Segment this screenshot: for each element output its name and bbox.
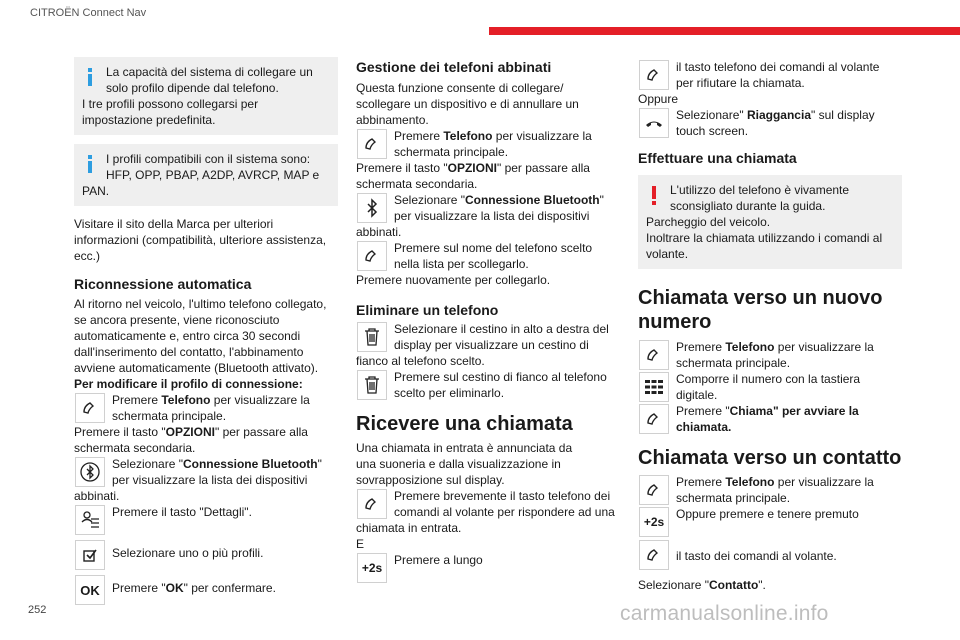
paragraph: Selezionare "Contatto".	[638, 578, 766, 592]
section-heading: Gestione dei telefoni abbinati	[356, 59, 552, 75]
step-trash-delete: Premere sul cestino di fianco al telefono scelto per eliminarlo.	[356, 369, 618, 401]
bluetooth-icon	[357, 193, 387, 223]
paragraph: abbinati.	[74, 489, 120, 503]
paragraph: dall'inserimento del contatto, l'abbinamento	[74, 345, 304, 359]
note-text: volante.	[646, 247, 689, 261]
paragraph: abbinati.	[356, 225, 402, 239]
paragraph: fianco al telefono scelto.	[356, 354, 485, 368]
checkbox-icon	[75, 540, 105, 570]
note-text: sconsigliato durante la guida.	[670, 199, 826, 213]
phone-handset-icon	[639, 404, 669, 434]
step-answer: Premere brevemente il tasto telefono dei comandi al volante per rispondere ad una	[356, 488, 618, 520]
paragraph: avviene automaticamente (Bluetooth attivato).	[74, 361, 319, 375]
step-reject: il tasto telefono dei comandi al volante per rifiutare la chiamata.	[638, 59, 902, 91]
paragraph: schermata secondaria.	[74, 441, 196, 455]
note-text: L'utilizzo del telefono è vivamente	[670, 183, 850, 197]
warning-note	[638, 175, 902, 269]
paragraph: abbinamento.	[356, 113, 429, 127]
step-long-press: +2s Oppure premere e tenere premuto	[638, 506, 902, 538]
note-text: HFP, OPP, PBAP, A2DP, AVRCP, MAP e	[106, 168, 320, 182]
note-text: La capacità del sistema di collegare un	[106, 65, 313, 79]
note-text: Inoltrare la chiamata utilizzando i comandi al	[646, 231, 883, 245]
note-text: impostazione predefinita.	[82, 113, 216, 127]
trash-icon	[357, 322, 387, 352]
phone-handset-icon	[639, 475, 669, 505]
paragraph: una suoneria e dalla visualizzazione in	[356, 457, 561, 471]
paragraph: sovrapposizione sul display.	[356, 473, 505, 487]
details-list-icon	[75, 505, 105, 535]
paragraph: Premere nuovamente per collegarlo.	[356, 273, 551, 287]
step-long-press: +2s Premere a lungo	[356, 552, 618, 584]
info-note	[74, 144, 338, 206]
step-phone: Premere Telefono per visualizzare la schermata principale.	[638, 339, 902, 371]
step-disconnect: Premere sul nome del telefono scelto nella lista per scollegarlo.	[356, 240, 618, 272]
paragraph: ecc.)	[74, 249, 101, 263]
paragraph-bold: Per modificare il profilo di connessione:	[74, 377, 303, 391]
bluetooth-circle-icon	[75, 457, 105, 487]
step-phone: Premere Telefono per visualizzare la schermata principale.	[356, 128, 618, 160]
section-title: Chiamata verso un contatto	[638, 447, 902, 469]
paragraph: Oppure	[638, 92, 679, 106]
section-title: numero	[638, 311, 712, 333]
phone-handset-icon	[639, 340, 669, 370]
paragraph: chiamata in entrata.	[356, 521, 462, 535]
step-trash-top: Selezionare il cestino in alto a destra del display per visualizzare un cestino di	[356, 321, 618, 353]
paragraph: Visitare il sito della Marca per ulteriori	[74, 217, 274, 231]
step-phone: Premere Telefono per visualizzare la schermata principale.	[74, 392, 338, 424]
step-phone: Premere Telefono per visualizzare la schermata principale.	[638, 474, 902, 506]
paragraph: Al ritorno nel veicolo, l'ultimo telefono collegato,	[74, 297, 327, 311]
phone-handset-icon	[639, 540, 669, 570]
step-keypad: Comporre il numero con la tastiera digitale.	[638, 371, 902, 403]
step-bluetooth: Selezionare "Connessione Bluetooth" per visualizzare la lista dei dispositivi	[356, 192, 618, 224]
watermark: carmanualsonline.info	[620, 602, 829, 625]
note-text: solo profilo dipende dal telefono.	[106, 81, 279, 95]
section-heading: Riconnessione automatica	[74, 276, 252, 292]
step-confirm: OK Premere "OK" per confermare.	[74, 574, 338, 604]
note-text: PAN.	[82, 184, 110, 198]
step-bluetooth: Selezionare "Connessione Bluetooth" per visualizzare la lista dei dispositivi	[74, 456, 338, 488]
paragraph: Una chiamata in entrata è annunciata da	[356, 441, 573, 455]
header-accent-bar	[489, 27, 960, 35]
note-text: Parcheggio del veicolo.	[646, 215, 771, 229]
column-1: La capacità del sistema di collegare un solo profilo dipende dal telefono. I tre profili possono collegarsi per impostazione predefinita. I profili compatibili con il sistema sono: HFP, OPP, PBAP, A2DP, AVRCP, MAP e PAN. Visitare il sito della Marca per ulteriori informazioni (compatibilità, ulteriore assistenza, ecc.) Riconnessione automatica Al ritorno nel veicolo, l'ultimo telefono collegato, se ancora presente, viene riconosciuto automaticamente e, entro circa 30 secondi dall'inserimento del contatto, l'abbinamento avviene automaticamente (Bluetooth attivato). Per modificare il profilo di connessione: Premere Telefono per visualizzare la schermata principale. Premere il tasto "OPZIONI" per passare alla schermata secondaria. Selezionare "Connessione Bluetooth" per visualizzare la lista dei dispositivi abbinati. Premere il tasto "Dettagli". Selezionare uno o più profili. OK Premere "OK" per confermare.	[74, 50, 338, 604]
phone-handset-icon	[357, 129, 387, 159]
info-note	[74, 57, 338, 135]
column-3	[638, 50, 902, 593]
column-2: Gestione dei telefoni abbinati Questa funzione consente di collegare/ scollegare un dispositivo e di annullare un abbinamento. Premere Telefono per visualizzare la schermata principale. Premere il tasto "OPZIONI" per passare alla schermata secondaria. Selezionare "Connessione Bluetooth" per visualizzare la lista dei dispositivi abbinati. Premere sul nome del telefono scelto nella lista per scollegarlo. Premere nuovamente per collegarlo. Eliminare un telefono Selezionare il cestino in alto a destra del display per visualizzare un cestino di fianco al telefono scelto. Premere sul cestino di fianco al telefono scelto per eliminarlo. Ricevere una chiamata Una chiamata in entrata è annunciata da una suoneria e dalla visualizzazione in sovrapposizione sul display. Premere brevemente il tasto telefono dei comandi al volante per rispondere ad una chiamata in entrata. E +2s Premere a lungo	[356, 50, 618, 584]
step-details: Premere il tasto "Dettagli".	[74, 504, 338, 538]
phone-handset-icon	[639, 60, 669, 90]
note-text: I profili compatibili con il sistema sono:	[106, 152, 311, 166]
paragraph: Questa funzione consente di collegare/	[356, 81, 564, 95]
phone-handset-icon	[75, 393, 105, 423]
section-title: Chiamata verso un nuovo	[638, 287, 883, 309]
paragraph: informazioni (compatibilità, ulteriore assistenza,	[74, 233, 327, 247]
ok-icon: OK	[75, 575, 105, 605]
paragraph: se ancora presente, viene riconosciuto	[74, 313, 280, 327]
long-press-icon: +2s	[357, 553, 387, 583]
header-title: CITROËN Connect Nav	[30, 7, 147, 19]
page-number: 252	[28, 604, 47, 616]
section-heading: Effettuare una chiamata	[638, 150, 797, 166]
step-select-profile: Selezionare uno o più profili.	[74, 539, 338, 573]
trash-icon	[357, 370, 387, 400]
paragraph: scollegare un dispositivo e di annullare un	[356, 97, 579, 111]
phone-handset-icon	[357, 241, 387, 271]
step-steering-key: il tasto dei comandi al volante.	[638, 539, 902, 571]
paragraph: schermata secondaria.	[356, 177, 478, 191]
hang-up-icon	[639, 108, 669, 138]
step-hang-up: Selezionare" Riaggancia" sul display touch screen.	[638, 107, 902, 139]
paragraph: E	[356, 537, 365, 551]
long-press-icon: +2s	[639, 507, 669, 537]
step-call: Premere "Chiama" per avviare la chiamata.	[638, 403, 902, 435]
section-title: Ricevere una chiamata	[356, 413, 573, 435]
phone-handset-icon	[357, 489, 387, 519]
paragraph: automaticamente e, entro circa 30 secondi	[74, 329, 301, 343]
section-heading: Eliminare un telefono	[356, 302, 499, 318]
note-text: I tre profili possono collegarsi per	[82, 97, 259, 111]
keypad-icon	[639, 372, 669, 402]
